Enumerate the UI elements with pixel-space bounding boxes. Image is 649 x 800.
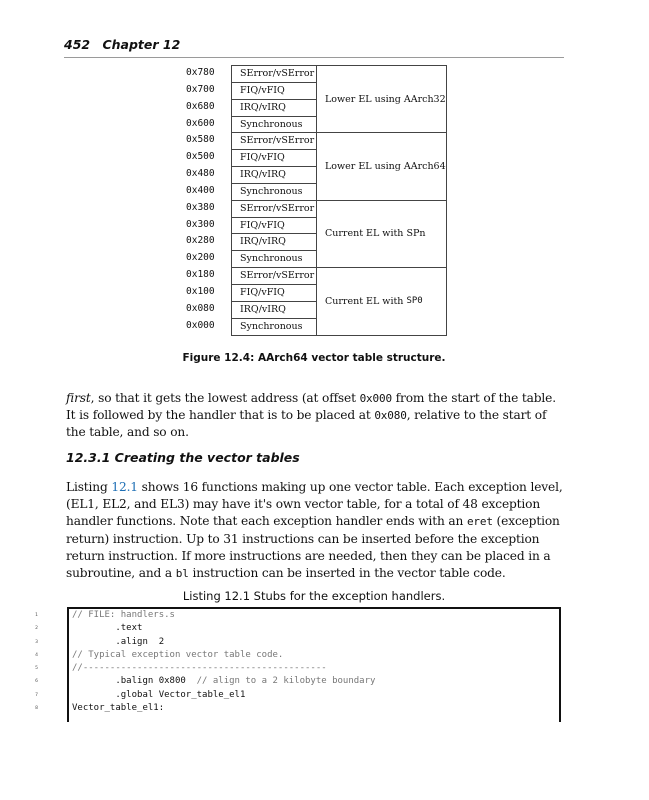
exception-source-cell bbox=[317, 201, 447, 268]
code-line bbox=[0, 689, 560, 702]
exception-type-cell: IRQ/vIRQ bbox=[232, 100, 317, 117]
exception-source-column bbox=[317, 65, 447, 336]
line-number: 1 bbox=[35, 613, 38, 618]
exception-type-cell: Synchronous bbox=[232, 251, 317, 268]
code-line bbox=[0, 609, 560, 622]
offset-label: 0x680 bbox=[186, 100, 215, 112]
code-text: // FILE: handlers.s bbox=[72, 610, 175, 620]
page-number: 452 bbox=[64, 37, 91, 52]
inline-code: eret bbox=[466, 515, 493, 529]
exception-type-cell: Synchronous bbox=[232, 319, 317, 336]
exception-type-cell: Synchronous bbox=[232, 184, 317, 201]
exception-source-label: Lower EL using AArch64 bbox=[325, 161, 446, 173]
exception-type-cell: FIQ/vFIQ bbox=[232, 285, 317, 302]
offset-label: 0x480 bbox=[186, 168, 215, 180]
line-number: 5 bbox=[35, 666, 38, 672]
code-text: .balign 0x800 // align to a 2 kilobyte boundary bbox=[72, 676, 376, 687]
offset-label: 0x180 bbox=[186, 269, 215, 281]
line-number: 8 bbox=[35, 706, 38, 712]
code-text: //--------------------------------------------- bbox=[72, 663, 327, 674]
offset-label: 0x000 bbox=[186, 319, 215, 331]
body-paragraph bbox=[66, 479, 566, 582]
code-line bbox=[0, 622, 560, 635]
offset-label: 0x700 bbox=[186, 83, 215, 95]
paragraph-text: instruction can be inserted in the vector table code. bbox=[188, 566, 506, 581]
code-line bbox=[0, 662, 560, 675]
exception-type-cell: SError/vSError bbox=[232, 66, 317, 83]
exception-type-cell: FIQ/vFIQ bbox=[232, 150, 317, 167]
code-line bbox=[0, 675, 560, 688]
offset-label: 0x280 bbox=[186, 235, 215, 247]
line-number: 3 bbox=[35, 639, 38, 645]
exception-source-cell bbox=[317, 268, 447, 335]
exception-type-cell: IRQ/vIRQ bbox=[232, 234, 317, 251]
body-paragraph bbox=[66, 390, 566, 442]
offset-label: 0x580 bbox=[186, 134, 215, 146]
exception-type-cell: IRQ/vIRQ bbox=[232, 302, 317, 319]
code-listing bbox=[0, 609, 560, 715]
offset-label: 0x500 bbox=[186, 151, 215, 163]
line-number: 6 bbox=[35, 679, 38, 685]
paragraph-text: (exception return) instruction. Up to 31 instructions can be inserted before the exception return instruction. If more instructions are needed, then they can be placed in a subroutine, and a bbox=[66, 514, 560, 581]
figure-caption: Figure 12.4: AArch64 vector table structure. bbox=[182, 352, 446, 364]
chapter-title: Chapter 12 bbox=[102, 37, 181, 52]
code-text: Vector_table_el1: bbox=[72, 703, 165, 714]
offset-label: 0x300 bbox=[186, 218, 215, 230]
exception-source-label: Lower EL using AArch32 bbox=[325, 93, 446, 105]
exception-type-cell: FIQ/vFIQ bbox=[232, 83, 317, 100]
exception-type-cell: IRQ/vIRQ bbox=[232, 167, 317, 184]
offset-label: 0x100 bbox=[186, 285, 215, 297]
code-text: // Typical exception vector table code. bbox=[72, 649, 284, 660]
paragraph-text: from the start of the table. It is followed by the handler that is to be placed at bbox=[66, 391, 556, 423]
exception-type-cell: SError/vSError bbox=[232, 268, 317, 285]
line-number: 7 bbox=[35, 692, 38, 698]
inline-code: 0x080 bbox=[374, 409, 407, 423]
paragraph-text: , so that it gets the lowest address (at offset bbox=[90, 391, 360, 405]
offset-label: 0x200 bbox=[186, 252, 215, 264]
listing-link[interactable]: 12.1 bbox=[111, 480, 138, 494]
stack-pointer-label: SPn bbox=[406, 228, 426, 240]
page-header bbox=[64, 37, 564, 58]
paragraph-text: Listing bbox=[66, 480, 112, 494]
code-text: .global Vector_table_el1 bbox=[72, 689, 246, 700]
exception-type-column bbox=[231, 65, 317, 336]
exception-source-label: Current EL with bbox=[325, 295, 404, 307]
exception-type-cell: SError/vSError bbox=[232, 133, 317, 150]
code-line bbox=[0, 702, 560, 715]
offset-label: 0x600 bbox=[186, 117, 215, 129]
offset-label: 0x400 bbox=[186, 184, 215, 196]
code-line bbox=[0, 649, 560, 662]
line-number: 2 bbox=[35, 626, 38, 632]
code-text: .text bbox=[72, 623, 143, 634]
paragraph-text: , relative to the start of the table, and so on. bbox=[66, 408, 547, 440]
offset-label: 0x780 bbox=[186, 67, 215, 78]
exception-source-cell bbox=[317, 133, 447, 200]
listing-caption: Listing 12.1 Stubs for the exception handlers. bbox=[182, 589, 446, 603]
code-line bbox=[0, 636, 560, 649]
inline-code: bl bbox=[175, 567, 189, 581]
inline-code: 0x000 bbox=[359, 392, 392, 405]
offset-column bbox=[186, 65, 232, 335]
code-text: .align 2 bbox=[72, 636, 165, 647]
offset-label: 0x080 bbox=[186, 302, 215, 314]
exception-type-cell: Synchronous bbox=[232, 117, 317, 134]
exception-source-cell bbox=[317, 66, 447, 133]
exception-type-cell: SError/vSError bbox=[232, 201, 317, 218]
italic-text: first bbox=[66, 391, 91, 405]
offset-label: 0x380 bbox=[186, 201, 215, 213]
stack-pointer-label: SP0 bbox=[406, 296, 423, 307]
exception-source-label: Current EL with bbox=[325, 228, 404, 240]
section-heading: 12.3.1 Creating the vector tables bbox=[66, 450, 300, 465]
line-number: 4 bbox=[35, 652, 38, 658]
exception-type-cell: FIQ/vFIQ bbox=[232, 218, 317, 235]
paragraph-text: shows 16 functions making up one vector table. Each exception level, (EL1, EL2, and EL3) may have it's own vector table, for a total of 48 exception handler functions. Note that each exception handler ends with an bbox=[66, 480, 563, 529]
